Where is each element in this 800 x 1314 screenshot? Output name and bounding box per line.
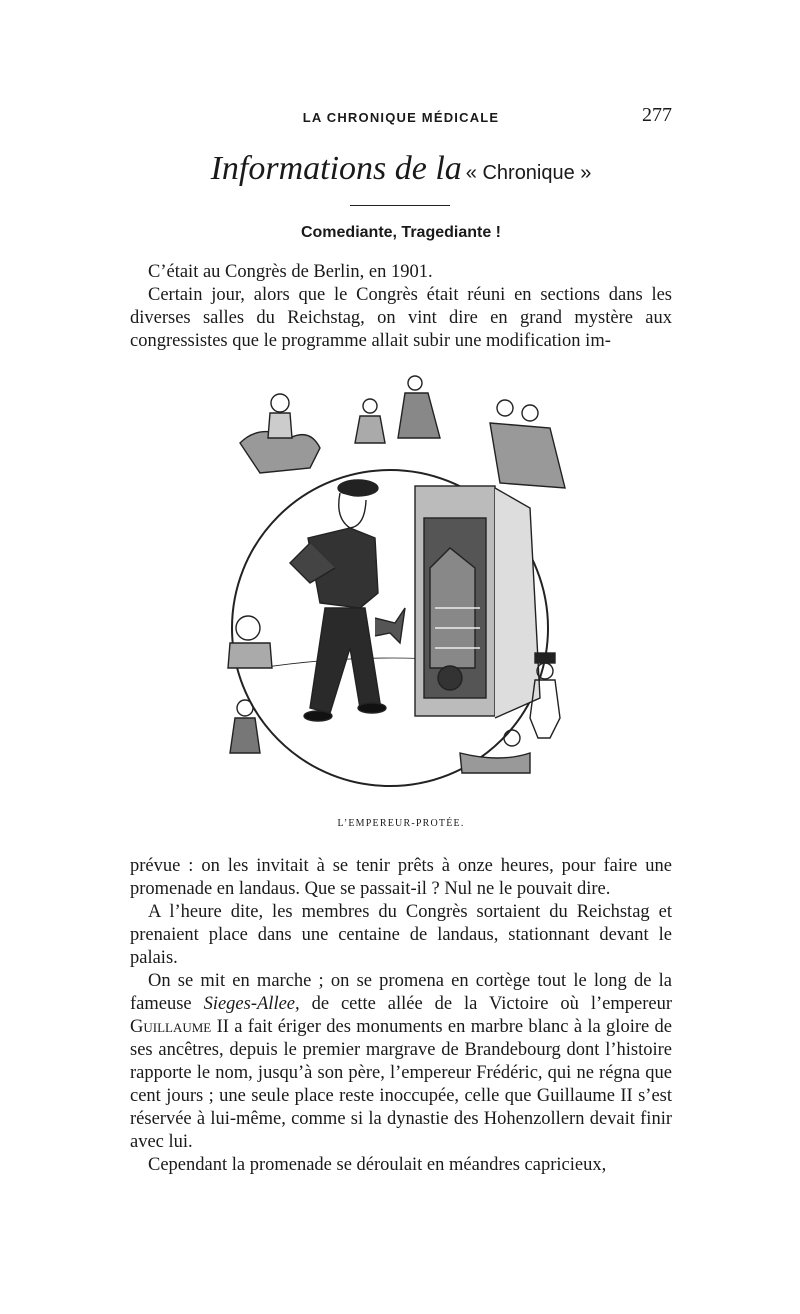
vignette-dancers: [355, 376, 440, 443]
paragraph: Certain jour, alors que le Congrès était réuni en sections dans les diverses salles du Reichstag, on vint dire en grand mystère aux congressistes que le programme allait subir une modification im-: [130, 285, 672, 351]
theatre-doorway: [415, 486, 540, 718]
vignette-concert: [460, 730, 530, 773]
running-title: LA CHRONIQUE MÉDICALE: [302, 110, 500, 125]
vignette-horse-rider: [240, 394, 320, 473]
emperor-name: Guillaume: [130, 1017, 212, 1037]
paragraph: A l’heure dite, les membres du Congrès sortaient du Reichstag et prenaient place dans une centaine de landaus, stationnant devant le palais.: [130, 902, 672, 968]
vignette-portrait-left: [228, 616, 272, 668]
section-title-italic: Informations de la: [210, 150, 462, 187]
sailor-figure: [290, 480, 386, 721]
vignette-procession: [490, 400, 565, 488]
emperor-illustration: [200, 368, 600, 808]
paragraph: [130, 970, 672, 1154]
body-text-before-figure: [130, 261, 672, 353]
running-head: [130, 100, 672, 132]
body-text-after-figure: [130, 855, 672, 1177]
text-run: de cette allée de la Victoire où l’empereur: [299, 994, 672, 1014]
vignette-figure-lower-left: [230, 700, 260, 753]
paragraph: Cependant la promenade se déroulait en méandres capricieux,: [148, 1155, 607, 1175]
text-run: On se mit en marche ; on se promena en cortège tout le long de la fameuse: [130, 971, 672, 1014]
title-rule: [350, 205, 450, 206]
street-name: Sieges-Allee,: [203, 994, 300, 1014]
article-subtitle: Comediante, Tragediante !: [300, 224, 502, 241]
figure-caption: L’EMPEREUR-PROTÉE.: [337, 818, 465, 829]
paragraph: C’était au Congrès de Berlin, en 1901.: [148, 262, 433, 282]
page-number: 277: [642, 104, 672, 126]
paragraph: prévue : on les invitait à se tenir prêts à onze heures, pour faire une promenade en landaus. Que se passait-il ? Nul ne le pouvait dire.: [130, 856, 672, 899]
section-title: [130, 150, 672, 188]
text-run: II a fait ériger des monuments en marbre blanc à la gloire de ses ancêtres, depuis le premier margrave de Brandebourg dont l’histoire rapporte le nom, jusqu’à son père, l’empereur Frédéric, qui ne régna que cent jours ; une seule place reste inoccupée, celle que Guillaume II s’est réservée à lui-même, comme si la dynastie des Hohenzollern devait finir avec lui.: [130, 1017, 672, 1152]
section-title-sans: « Chronique »: [465, 162, 592, 184]
